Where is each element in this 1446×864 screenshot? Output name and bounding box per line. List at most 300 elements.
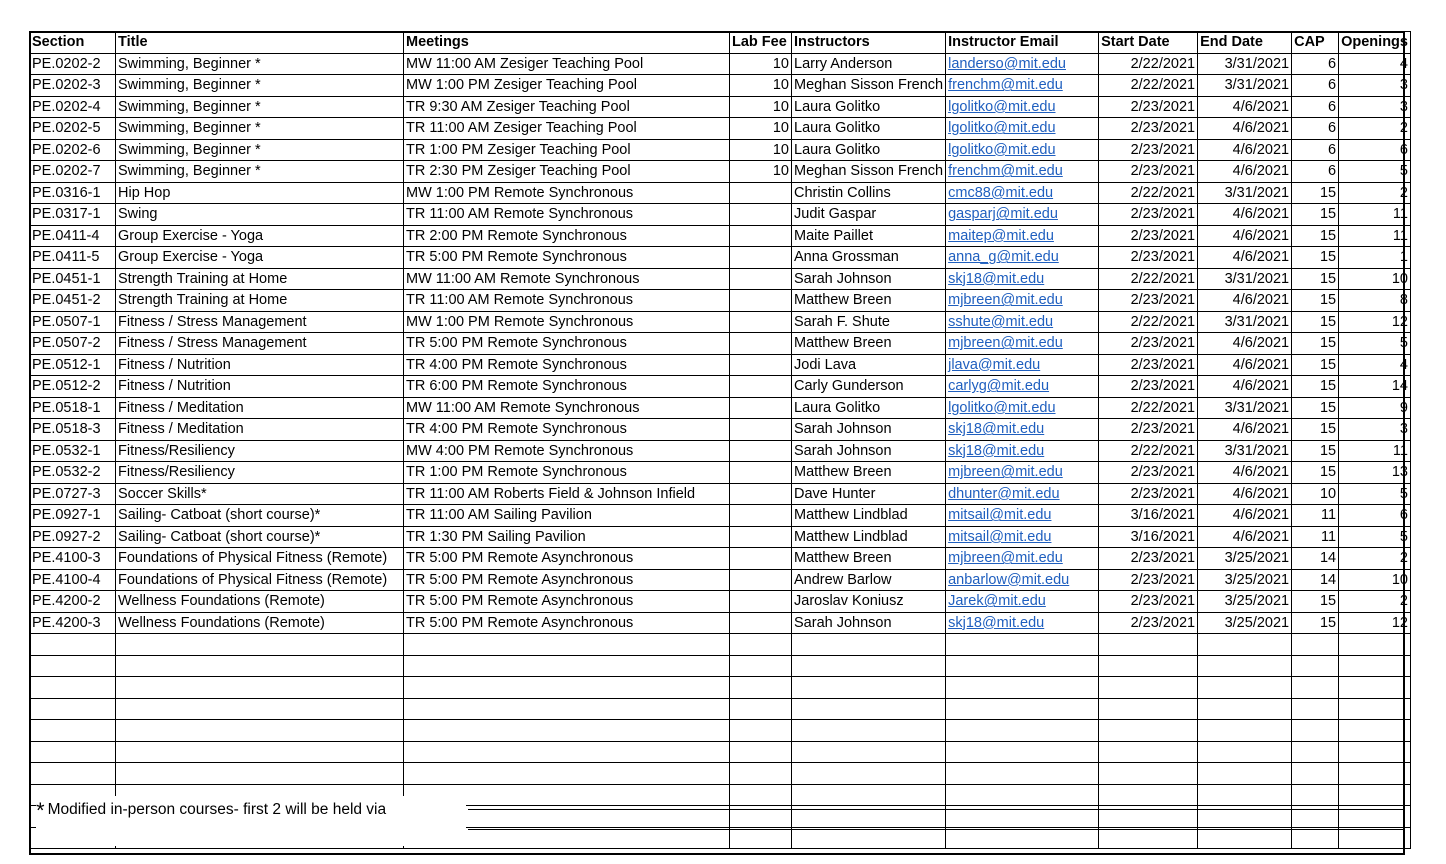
cell-end: 4/6/2021 [1198,139,1292,161]
empty-cell [792,827,946,849]
table-row [30,526,1411,548]
cell-start: 3/16/2021 [1099,505,1198,527]
cell-email[interactable]: lgolitko@mit.edu [946,96,1099,118]
cell-meetings: TR 1:00 PM Remote Synchronous [404,462,730,484]
cell-end: 3/31/2021 [1198,397,1292,419]
cell-meetings: TR 11:00 AM Roberts Field & Johnson Infield [404,483,730,505]
cell-openings: 2 [1339,548,1411,570]
cell-title: Fitness / Meditation [116,397,404,419]
cell-openings: 12 [1339,612,1411,634]
empty-cell [1099,827,1198,849]
cell-title: Foundations of Physical Fitness (Remote) [116,548,404,570]
cell-section: PE.0927-2 [30,526,116,548]
cell-start: 2/23/2021 [1099,333,1198,355]
cell-title: Hip Hop [116,182,404,204]
table-row [30,440,1411,462]
cell-section: PE.0202-5 [30,118,116,140]
cell-start: 2/22/2021 [1099,53,1198,75]
cell-meetings: TR 2:30 PM Zesiger Teaching Pool [404,161,730,183]
cell-cap: 11 [1292,526,1339,548]
table-row [30,53,1411,75]
cell-end: 4/6/2021 [1198,483,1292,505]
cell-cap: 10 [1292,483,1339,505]
cell-openings: 3 [1339,419,1411,441]
cell-end: 4/6/2021 [1198,225,1292,247]
cell-cap: 6 [1292,161,1339,183]
cell-email[interactable]: carlyg@mit.edu [946,376,1099,398]
cell-instructor: Christin Collins [792,182,946,204]
cell-cap: 15 [1292,333,1339,355]
empty-cell [1339,784,1411,806]
cell-openings: 10 [1339,569,1411,591]
empty-cell [116,677,404,699]
table-row [30,354,1411,376]
cell-openings: 6 [1339,139,1411,161]
cell-end: 3/25/2021 [1198,569,1292,591]
empty-cell [1292,741,1339,763]
cell-lab-fee [730,225,792,247]
cell-start: 2/23/2021 [1099,96,1198,118]
cell-section: PE.0518-1 [30,397,116,419]
cell-openings: 5 [1339,483,1411,505]
cell-cap: 15 [1292,204,1339,226]
table-row [30,419,1411,441]
empty-cell [1339,741,1411,763]
cell-cap: 15 [1292,397,1339,419]
cell-end: 4/6/2021 [1198,204,1292,226]
empty-cell [946,677,1099,699]
empty-cell [792,720,946,742]
column-header: CAP [1292,32,1339,54]
cell-openings: 10 [1339,268,1411,290]
cell-meetings: TR 2:00 PM Remote Synchronous [404,225,730,247]
cell-instructor: Andrew Barlow [792,569,946,591]
cell-start: 2/23/2021 [1099,204,1198,226]
cell-email[interactable]: landerso@mit.edu [946,53,1099,75]
cell-email[interactable]: mitsail@mit.edu [946,526,1099,548]
cell-email[interactable]: anbarlow@mit.edu [946,569,1099,591]
empty-cell [1099,698,1198,720]
cell-instructor: Jaroslav Koniusz [792,591,946,613]
cell-end: 3/31/2021 [1198,268,1292,290]
empty-cell [1339,634,1411,656]
empty-cell [1198,677,1292,699]
column-header: Instructors [792,32,946,54]
cell-lab-fee: 10 [730,96,792,118]
cell-title: Fitness / Stress Management [116,311,404,333]
cell-cap: 15 [1292,268,1339,290]
cell-meetings: TR 11:00 AM Sailing Pavilion [404,505,730,527]
empty-cell [730,741,792,763]
cell-lab-fee: 10 [730,139,792,161]
cell-email[interactable]: sshute@mit.edu [946,311,1099,333]
cell-section: PE.4100-4 [30,569,116,591]
empty-cell [946,741,1099,763]
cell-start: 2/23/2021 [1099,161,1198,183]
cell-start: 2/23/2021 [1099,354,1198,376]
cell-openings: 3 [1339,96,1411,118]
cell-cap: 6 [1292,118,1339,140]
cell-start: 2/23/2021 [1099,225,1198,247]
cell-openings: 9 [1339,397,1411,419]
empty-cell [946,720,1099,742]
empty-cell [730,677,792,699]
footnote [36,796,466,846]
empty-cell [1198,741,1292,763]
table-row [30,75,1411,97]
cell-meetings: MW 11:00 AM Zesiger Teaching Pool [404,53,730,75]
cell-start: 2/23/2021 [1099,483,1198,505]
empty-cell [404,741,730,763]
cell-email[interactable]: frenchm@mit.edu [946,161,1099,183]
cell-cap: 15 [1292,440,1339,462]
cell-cap: 14 [1292,548,1339,570]
cell-openings: 11 [1339,440,1411,462]
cell-cap: 15 [1292,247,1339,269]
empty-cell [792,784,946,806]
cell-email[interactable]: lgolitko@mit.edu [946,397,1099,419]
empty-cell [116,720,404,742]
cell-meetings: TR 5:00 PM Remote Asynchronous [404,612,730,634]
cell-cap: 15 [1292,225,1339,247]
empty-cell [946,827,1099,849]
cell-lab-fee [730,311,792,333]
cell-meetings: TR 5:00 PM Remote Synchronous [404,247,730,269]
table-row [30,225,1411,247]
cell-email[interactable]: maitep@mit.edu [946,225,1099,247]
table-row [30,612,1411,634]
cell-openings: 13 [1339,462,1411,484]
empty-cell [1198,655,1292,677]
empty-cell [1292,677,1339,699]
column-header: Title [116,32,404,54]
cell-title: Swimming, Beginner * [116,96,404,118]
cell-start: 2/22/2021 [1099,440,1198,462]
cell-instructor: Jodi Lava [792,354,946,376]
cell-openings: 8 [1339,290,1411,312]
cell-lab-fee: 10 [730,53,792,75]
table-row [30,268,1411,290]
empty-cell [792,655,946,677]
empty-cell [1198,827,1292,849]
cell-title: Sailing- Catboat (short course)* [116,505,404,527]
cell-start: 2/23/2021 [1099,290,1198,312]
cell-email[interactable]: skj18@mit.edu [946,440,1099,462]
cell-end: 4/6/2021 [1198,247,1292,269]
table-row [30,548,1411,570]
cell-openings: 2 [1339,182,1411,204]
empty-cell [730,827,792,849]
empty-cell [1099,677,1198,699]
cell-cap: 15 [1292,311,1339,333]
cell-title: Wellness Foundations (Remote) [116,591,404,613]
cell-cap: 15 [1292,591,1339,613]
cell-title: Foundations of Physical Fitness (Remote) [116,569,404,591]
table-row [30,204,1411,226]
table-row [30,96,1411,118]
cell-section: PE.4100-3 [30,548,116,570]
cell-title: Fitness / Stress Management [116,333,404,355]
empty-cell [1339,827,1411,849]
cell-openings: 11 [1339,204,1411,226]
cell-lab-fee [730,526,792,548]
empty-cell [730,698,792,720]
empty-cell [1198,698,1292,720]
empty-cell [1198,763,1292,785]
cell-lab-fee [730,376,792,398]
cell-start: 2/23/2021 [1099,591,1198,613]
cell-end: 3/31/2021 [1198,182,1292,204]
empty-cell [1099,634,1198,656]
cell-section: PE.0411-4 [30,225,116,247]
cell-title: Swimming, Beginner * [116,53,404,75]
cell-openings: 11 [1339,225,1411,247]
cell-cap: 6 [1292,139,1339,161]
cell-cap: 6 [1292,75,1339,97]
empty-cell [792,677,946,699]
cell-instructor: Laura Golitko [792,96,946,118]
cell-lab-fee [730,182,792,204]
table-row [30,161,1411,183]
cell-email[interactable]: gasparj@mit.edu [946,204,1099,226]
cell-instructor: Carly Gunderson [792,376,946,398]
empty-cell [30,763,116,785]
empty-cell [404,698,730,720]
cell-cap: 15 [1292,419,1339,441]
cell-cap: 11 [1292,505,1339,527]
cell-start: 2/22/2021 [1099,75,1198,97]
cell-section: PE.0451-1 [30,268,116,290]
empty-cell [1292,784,1339,806]
cell-openings: 2 [1339,118,1411,140]
asterisk: * [36,798,45,823]
empty-cell [404,677,730,699]
empty-cell [30,655,116,677]
cell-section: PE.0518-3 [30,419,116,441]
cell-start: 2/22/2021 [1099,311,1198,333]
empty-cell [1292,634,1339,656]
cell-lab-fee [730,569,792,591]
cell-lab-fee [730,333,792,355]
empty-cell [404,763,730,785]
table-row [30,376,1411,398]
cell-email[interactable]: dhunter@mit.edu [946,483,1099,505]
cell-end: 4/6/2021 [1198,96,1292,118]
cell-meetings: MW 11:00 AM Remote Synchronous [404,268,730,290]
cell-section: PE.0317-1 [30,204,116,226]
footnote-text: Modified in-person courses- first 2 will be held via [47,801,387,818]
empty-cell [792,634,946,656]
cell-section: PE.0507-2 [30,333,116,355]
table-row [30,247,1411,269]
column-header: Lab Fee [730,32,792,54]
empty-cell [1292,827,1339,849]
cell-end: 3/25/2021 [1198,612,1292,634]
cell-instructor: Laura Golitko [792,139,946,161]
cell-email[interactable]: mjbreen@mit.edu [946,333,1099,355]
cell-end: 3/31/2021 [1198,53,1292,75]
cell-lab-fee [730,591,792,613]
cell-lab-fee: 10 [730,75,792,97]
empty-cell [1099,784,1198,806]
empty-cell [730,720,792,742]
cell-openings: 4 [1339,354,1411,376]
cell-section: PE.4200-3 [30,612,116,634]
cell-email[interactable]: cmc88@mit.edu [946,182,1099,204]
cell-email[interactable]: mjbreen@mit.edu [946,548,1099,570]
cell-meetings: MW 1:00 PM Remote Synchronous [404,182,730,204]
cell-instructor: Meghan Sisson French [792,75,946,97]
column-header: Instructor Email [946,32,1099,54]
empty-cell [946,655,1099,677]
cell-email[interactable]: skj18@mit.edu [946,419,1099,441]
cell-cap: 15 [1292,612,1339,634]
divider [468,809,1404,810]
cell-cap: 15 [1292,182,1339,204]
cell-cap: 6 [1292,96,1339,118]
cell-openings: 1 [1339,247,1411,269]
cell-title: Group Exercise - Yoga [116,247,404,269]
empty-cell [1198,634,1292,656]
cell-start: 2/23/2021 [1099,462,1198,484]
cell-instructor: Matthew Breen [792,462,946,484]
cell-cap: 15 [1292,354,1339,376]
empty-cell [946,763,1099,785]
cell-end: 4/6/2021 [1198,354,1292,376]
cell-end: 4/6/2021 [1198,462,1292,484]
empty-row [30,720,1411,742]
cell-cap: 6 [1292,53,1339,75]
cell-email[interactable]: skj18@mit.edu [946,268,1099,290]
course-table [29,31,1411,849]
cell-title: Fitness/Resiliency [116,462,404,484]
cell-lab-fee: 10 [730,118,792,140]
empty-cell [730,634,792,656]
cell-end: 4/6/2021 [1198,526,1292,548]
cell-email[interactable]: jlava@mit.edu [946,354,1099,376]
table-row [30,333,1411,355]
cell-cap: 15 [1292,290,1339,312]
cell-meetings: TR 4:00 PM Remote Synchronous [404,354,730,376]
cell-email[interactable]: frenchm@mit.edu [946,75,1099,97]
cell-email[interactable]: mitsail@mit.edu [946,505,1099,527]
column-header: Section [30,32,116,54]
cell-instructor: Sarah F. Shute [792,311,946,333]
empty-cell [404,634,730,656]
cell-lab-fee [730,462,792,484]
column-header: Start Date [1099,32,1198,54]
cell-cap: 15 [1292,462,1339,484]
cell-email[interactable]: Jarek@mit.edu [946,591,1099,613]
table-row [30,397,1411,419]
cell-meetings: TR 4:00 PM Remote Synchronous [404,419,730,441]
empty-cell [1339,677,1411,699]
cell-email[interactable]: mjbreen@mit.edu [946,290,1099,312]
cell-start: 2/23/2021 [1099,139,1198,161]
table-row [30,591,1411,613]
cell-start: 2/22/2021 [1099,268,1198,290]
cell-meetings: MW 1:00 PM Remote Synchronous [404,311,730,333]
table-row [30,462,1411,484]
cell-end: 4/6/2021 [1198,118,1292,140]
empty-cell [404,720,730,742]
table-row [30,569,1411,591]
cell-email[interactable]: lgolitko@mit.edu [946,118,1099,140]
cell-instructor: Matthew Lindblad [792,505,946,527]
cell-lab-fee: 10 [730,161,792,183]
cell-lab-fee [730,440,792,462]
cell-email[interactable]: mjbreen@mit.edu [946,462,1099,484]
cell-end: 4/6/2021 [1198,505,1292,527]
cell-start: 2/23/2021 [1099,247,1198,269]
cell-email[interactable]: skj18@mit.edu [946,612,1099,634]
empty-cell [730,763,792,785]
cell-meetings: MW 1:00 PM Zesiger Teaching Pool [404,75,730,97]
empty-cell [730,655,792,677]
cell-end: 4/6/2021 [1198,376,1292,398]
cell-instructor: Matthew Lindblad [792,526,946,548]
table-row [30,182,1411,204]
empty-cell [1099,720,1198,742]
divider [468,829,1404,830]
table-row [30,505,1411,527]
empty-row [30,677,1411,699]
cell-instructor: Matthew Breen [792,333,946,355]
cell-section: PE.0316-1 [30,182,116,204]
cell-title: Swimming, Beginner * [116,75,404,97]
cell-meetings: TR 9:30 AM Zesiger Teaching Pool [404,96,730,118]
cell-lab-fee [730,247,792,269]
header-row [30,32,1411,54]
cell-cap: 15 [1292,376,1339,398]
column-header: Openings [1339,32,1411,54]
cell-start: 3/16/2021 [1099,526,1198,548]
cell-instructor: Laura Golitko [792,118,946,140]
cell-instructor: Matthew Breen [792,548,946,570]
empty-cell [1292,655,1339,677]
cell-lab-fee [730,354,792,376]
cell-instructor: Sarah Johnson [792,612,946,634]
empty-cell [946,784,1099,806]
empty-cell [404,655,730,677]
empty-cell [730,784,792,806]
empty-cell [116,698,404,720]
cell-title: Swing [116,204,404,226]
cell-email[interactable]: anna_g@mit.edu [946,247,1099,269]
cell-lab-fee [730,204,792,226]
cell-openings: 3 [1339,75,1411,97]
cell-meetings: MW 11:00 AM Remote Synchronous [404,397,730,419]
cell-lab-fee [730,290,792,312]
cell-start: 2/22/2021 [1099,397,1198,419]
cell-lab-fee [730,548,792,570]
empty-cell [116,763,404,785]
empty-cell [116,741,404,763]
empty-cell [792,698,946,720]
empty-cell [116,655,404,677]
cell-end: 4/6/2021 [1198,161,1292,183]
cell-email[interactable]: lgolitko@mit.edu [946,139,1099,161]
empty-cell [1099,741,1198,763]
cell-section: PE.4200-2 [30,591,116,613]
cell-instructor: Meghan Sisson French [792,161,946,183]
cell-section: PE.0202-3 [30,75,116,97]
cell-openings: 5 [1339,526,1411,548]
cell-section: PE.0411-5 [30,247,116,269]
empty-cell [946,698,1099,720]
empty-cell [1339,763,1411,785]
cell-openings: 14 [1339,376,1411,398]
